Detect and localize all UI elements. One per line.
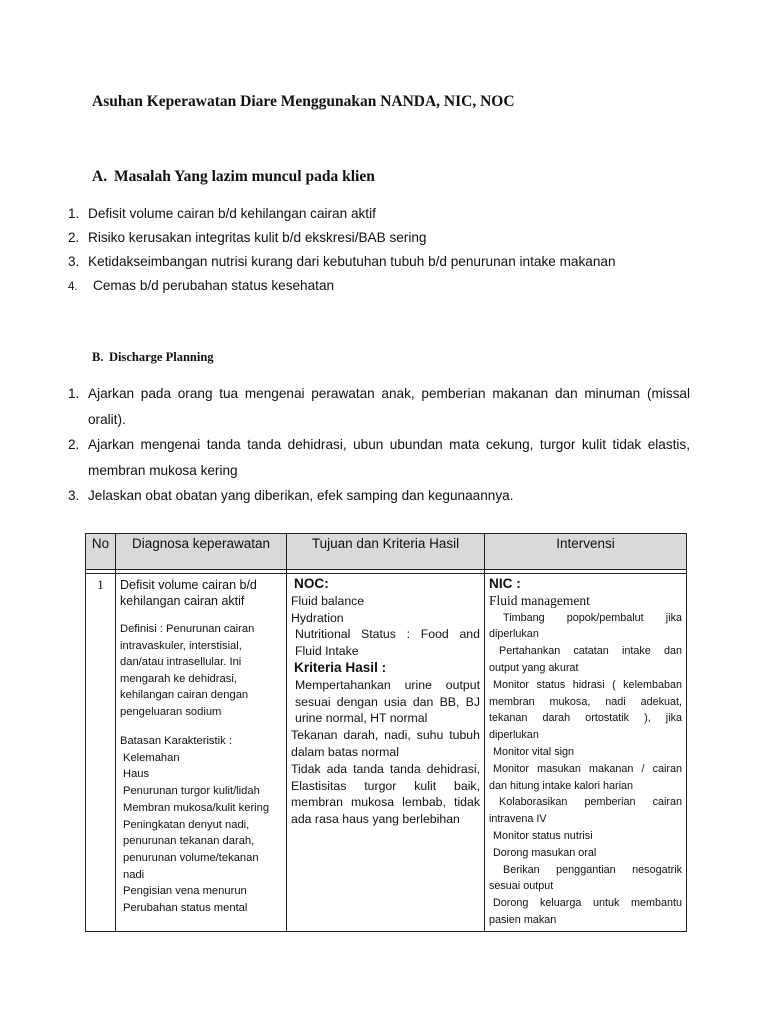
list-item [68,381,690,432]
noc-item: Nutritional Status : Food and Fluid Intake [295,627,480,659]
intervensi-cell [485,574,687,932]
intervensi-item: Dorong keluarga untuk membantu pasien makan [489,897,682,926]
list-item [68,228,616,252]
section-b-label: B. [92,350,104,364]
list-item-text: Cemas b/d perubahan status kesehatan [93,278,335,293]
intervensi-item: Dorong masukan oral [493,846,597,859]
row-number: 1 [86,574,116,932]
batasan-item: Perubahan status mental [123,902,248,915]
diagnosa-cell [116,574,287,932]
list-item-text: Ajarkan mengenai tanda tanda dehidrasi, ubun ubundan mata cekung, turgor kulit tidak elastis, membran mukosa kering [88,437,690,478]
intervensi-item: Pertahankan catatan intake dan output yang akurat [489,645,682,674]
section-a-heading [92,168,375,186]
header-tujuan: Tujuan dan Kriteria Hasil [287,534,485,570]
batasan-item: Membran mukosa/kulit kering [123,801,270,814]
list-item [68,204,616,228]
discharge-planning-list [68,381,690,509]
intervensi-item: Berikan penggantian nesogatrik sesuai output [489,863,682,893]
list-item [68,432,690,483]
kriteria-item: Tekanan darah, nadi, suhu tubuh dalam batas normal [291,728,480,759]
header-no: No [86,534,116,570]
batasan-item: Penurunan turgor kulit/lidah [123,785,260,798]
tujuan-cell [287,574,485,932]
noc-label: NOC: [294,576,329,591]
header-diagnosa: Diagnosa keperawatan [116,534,287,570]
document-title: Asuhan Keperawatan Diare Menggunakan NANDA, NIC, NOC [92,93,515,110]
noc-item: Fluid balance [291,593,365,608]
list-item-text: Risiko kerusakan integritas kulit b/d ekskresi/BAB sering [88,230,427,245]
batasan-item: Haus [123,768,150,781]
intervensi-item: Kolaborasikan pemberian cairan intravena IV [489,796,682,826]
list-item-text: Ajarkan pada orang tua mengenai perawatan anak, pemberian makanan dan minuman (missal oralit). [88,386,690,427]
section-b-title: Discharge Planning [109,350,214,364]
list-item-number: 1. [68,386,80,401]
table-row [86,574,687,932]
list-item-number: 1. [68,206,80,221]
intervensi-item: Monitor masukan makanan / cairan dan hitung intake kalori harian [489,762,682,792]
batasan-item: Kelemahan [123,751,180,764]
section-b-heading [92,350,214,365]
list-item-number: 3. [68,254,80,269]
list-item-text: Jelaskan obat obatan yang diberikan, efek samping dan kegunaannya. [88,488,514,503]
list-item [68,276,616,300]
list-item-text: Ketidakseimbangan nutrisi kurang dari kebutuhan tubuh b/d penurunan intake makanan [88,254,616,269]
batasan-item: Pengisian vena menurun [123,885,247,898]
problem-list [68,204,616,300]
noc-item: Hydration [291,610,344,625]
intervensi-item: Timbang popok/pembalut jika diperlukan [489,611,682,641]
section-a-title: Masalah Yang lazim muncul pada klien [114,168,375,185]
header-intervensi: Intervensi [485,534,687,570]
kriteria-item: Mempertahankan urine output sesuai dengan usia dan BB, BJ urine normal, HT normal [295,677,480,726]
diagnosa-title: Defisit volume cairan b/d kehilangan cairan aktif [120,578,257,608]
kriteria-hasil-label: Kriteria Hasil : [294,659,387,675]
intervensi-item: Monitor status nutrisi [493,829,593,842]
batasan-item: Peningkatan denyut nadi, penurunan tekanan darah, penurunan volume/tekanan nadi [123,818,259,881]
intervensi-item: Monitor status hidrasi ( kelembaban membran mukosa, nadi adekuat, tekanan darah ortostatik ), jika diperlukan [489,678,682,742]
batasan-karakteristik [120,733,282,917]
table-header-row [86,534,687,570]
list-item-text: Defisit volume cairan b/d kehilangan cairan aktif [88,206,376,221]
section-a-label: A. [92,168,108,185]
diagnosa-definition: Definisi : Penurunan cairan intravaskuler, interstisial, dan/atau intrasellular. Ini mengarah ke dehidrasi, kehilangan cairan dengan pengeluaran sodium [120,623,255,718]
kriteria-item: Tidak ada tanda tanda dehidrasi, Elastisitas turgor kulit baik, membran mukosa lembab, tidak ada rasa haus yang berlebihan [291,761,480,827]
list-item-number: 2. [68,230,80,245]
intervensi-item: Monitor vital sign [493,745,575,758]
list-item [68,252,616,276]
list-item-number: 3. [68,488,80,503]
list-item-number: 4. [68,281,78,293]
list-item-number: 2. [68,437,80,452]
list-item [68,483,690,509]
care-plan-table [85,533,687,932]
nic-subtitle: Fluid management [489,592,590,608]
batasan-title: Batasan Karakteristik : [120,735,232,747]
nic-label: NIC : [489,576,521,591]
